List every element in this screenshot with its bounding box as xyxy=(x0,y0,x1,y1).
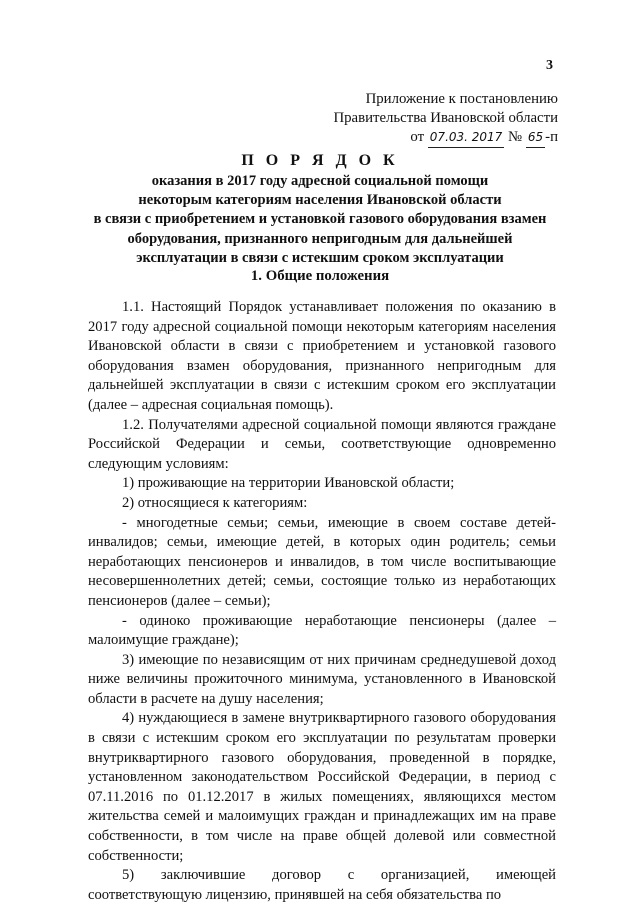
appendix-line-1: Приложение к постановлению xyxy=(365,91,558,107)
document-title: П О Р Я Д О К xyxy=(241,152,399,169)
handwritten-number: 65 xyxy=(526,128,545,148)
appendix-line-3 xyxy=(333,128,558,148)
heading-line-1: оказания в 2017 году адресной социальной помощи xyxy=(151,173,489,189)
category-families: - многодетные семьи; семьи, имеющие в своем составе детей-инвалидов; семьи, имеющие детей, в которых один родитель; семьи неработающих пенсионеров и инвалидов, в том числе воспитывающие несовершеннолетних детей; семьи, состоящие только из неработающих пенсионеров (далее – семьи); xyxy=(88,514,556,609)
heading-line-4: оборудования, признанного непригодным для дальнейшей xyxy=(127,230,513,247)
condition-1: 1) проживающие на территории Ивановской области; xyxy=(122,475,455,492)
section-title: 1. Общие положения xyxy=(250,268,390,284)
paragraph-1-1: 1.1. Настоящий Порядок устанавливает положения по оказанию в 2017 году адресной социальной помощи некоторым категориям населения Ивановской области в связи с приобретением и установкой газового оборудования взамен оборудования, признанного непригодным для дальнейшей эксплуатации в связи с истекшим сроком его эксплуатации (далее – адресная социальная помощь). xyxy=(88,299,556,413)
appendix-line-2: Правительства Ивановской области xyxy=(333,110,558,126)
document-body xyxy=(88,298,556,905)
condition-3: 3) имеющие по независящим от них причинам среднедушевой доход ниже величины прожиточного минимума, установленного в Ивановской области в расчете на душу населения; xyxy=(88,651,556,707)
appendix-block xyxy=(333,90,558,148)
condition-4: 4) нуждающиеся в замене внутриквартирного газового оборудования в связи с истекшим сроком его эксплуатации по результатам проверки внутриквартирного газового оборудования, проведенной в порядке, установленном законодательством Российской Федерации, в период с 07.11.2016 по 01.12.2017 в жилых помещениях, являющихся местом жительства семей и малоимущих граждан и принадлежащих им на праве собственности, в том числе на праве общей долевой или совместной собственности; xyxy=(88,710,556,864)
heading-line-2: некоторым категориям населения Ивановской области xyxy=(138,192,502,209)
document-heading xyxy=(70,150,570,268)
handwritten-date: 07.03. 2017 xyxy=(428,128,505,148)
number-label: № xyxy=(508,129,523,145)
category-low-income: - одиноко проживающие неработающие пенсионеры (далее – малоимущие граждане); xyxy=(88,612,556,649)
number-suffix: -п xyxy=(545,129,558,145)
condition-5: 5) заключившие договор с организацией, имеющей соответствующую лицензию, принявшей на себя обязательства по xyxy=(88,867,556,903)
from-label: от xyxy=(410,129,425,145)
heading-line-5: эксплуатации в связи с истекшим сроком эксплуатации xyxy=(136,249,504,266)
page-number: 3 xyxy=(546,58,553,73)
condition-2: 2) относящиеся к категориям: xyxy=(122,494,308,511)
heading-line-3: в связи с приобретением и установкой газового оборудования взамен xyxy=(93,211,547,228)
paragraph-1-2: 1.2. Получателями адресной социальной помощи являются граждане Российской Федерации и семьи, соответствующие одновременно следующим условиям: xyxy=(88,416,556,472)
